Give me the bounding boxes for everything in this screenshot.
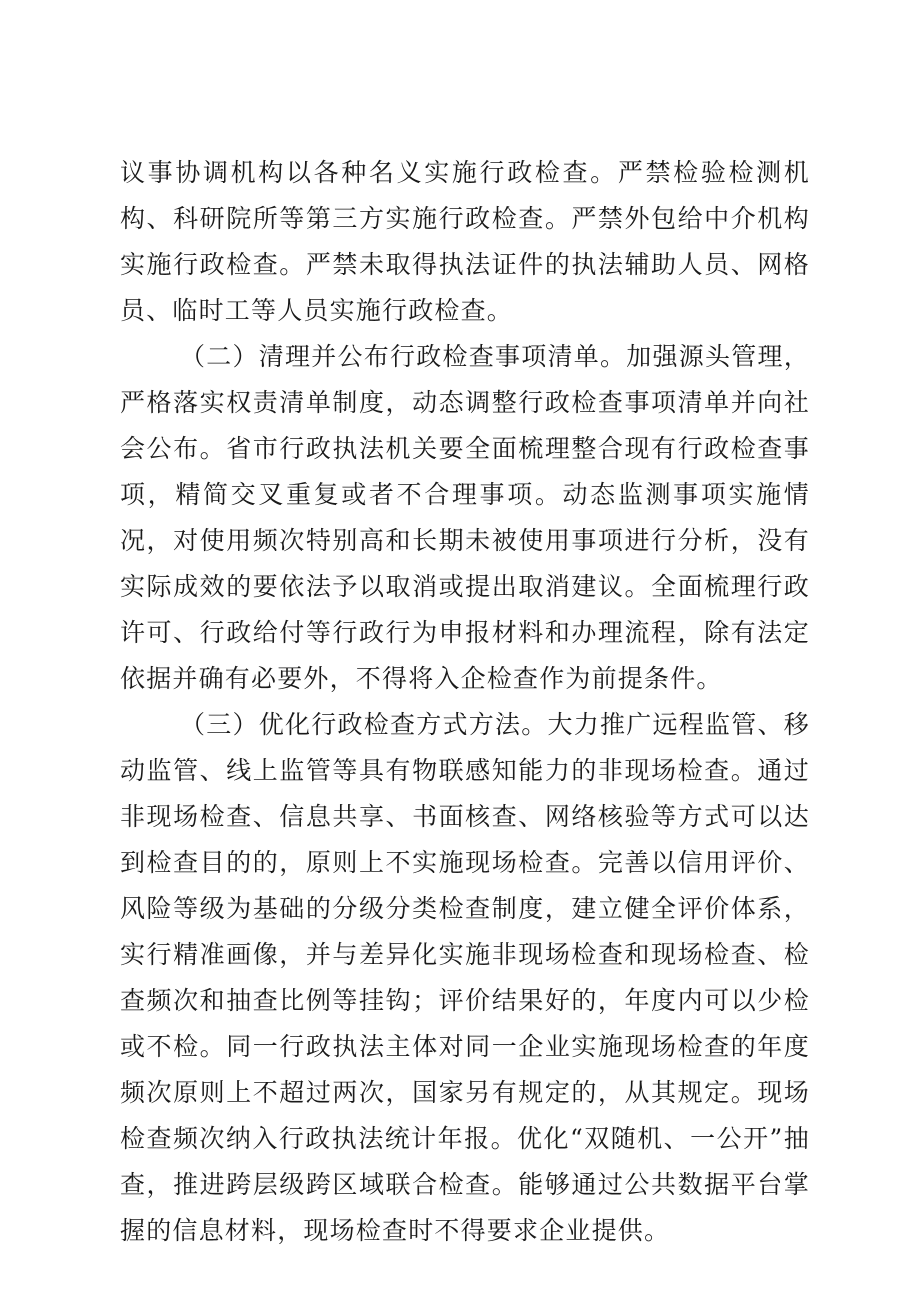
- document-body: [120, 150, 810, 1254]
- paragraph-section-2: （二）清理并公布行政检查事项清单。加强源头管理，严格落实权责清单制度，动态调整行政检查事项清单并向社会公布。省市行政执法机关要全面梳理整合现有行政检查事项，精简交叉重复或者不合理事项。动态监测事项实施情况，对使用频次特别高和长期未被使用事项进行分析，没有实际成效的要依法予以取消或提出取消建议。全面梳理行政许可、行政给付等行政行为申报材料和办理流程，除有法定依据并确有必要外，不得将入企检查作为前提条件。: [120, 342, 810, 693]
- paragraph-section-3: （三）优化行政检查方式方法。大力推广远程监管、移动监管、线上监管等具有物联感知能力的非现场检查。通过非现场检查、信息共享、书面核查、网络核验等方式可以达到检查目的的，原则上不实施现场检查。完善以信用评价、风险等级为基础的分级分类检查制度，建立健全评价体系，实行精准画像，并与差异化实施非现场检查和现场检查、检查频次和抽查比例等挂钩；评价结果好的，年度内可以少检或不检。同一行政执法主体对同一企业实施现场检查的年度频次原则上不超过两次，国家另有规定的，从其规定。现场检查频次纳入行政执法统计年报。优化“双随机、一公开”抽查，推进跨层级跨区域联合检查。能够通过公共数据平台掌握的信息材料，现场检查时不得要求企业提供。: [120, 710, 810, 1245]
- paragraph-continuation: 议事协调机构以各种名义实施行政检查。严禁检验检测机构、科研院所等第三方实施行政检查。严禁外包给中介机构实施行政检查。严禁未取得执法证件的执法辅助人员、网格员、临时工等人员实施行政检查。: [120, 158, 810, 325]
